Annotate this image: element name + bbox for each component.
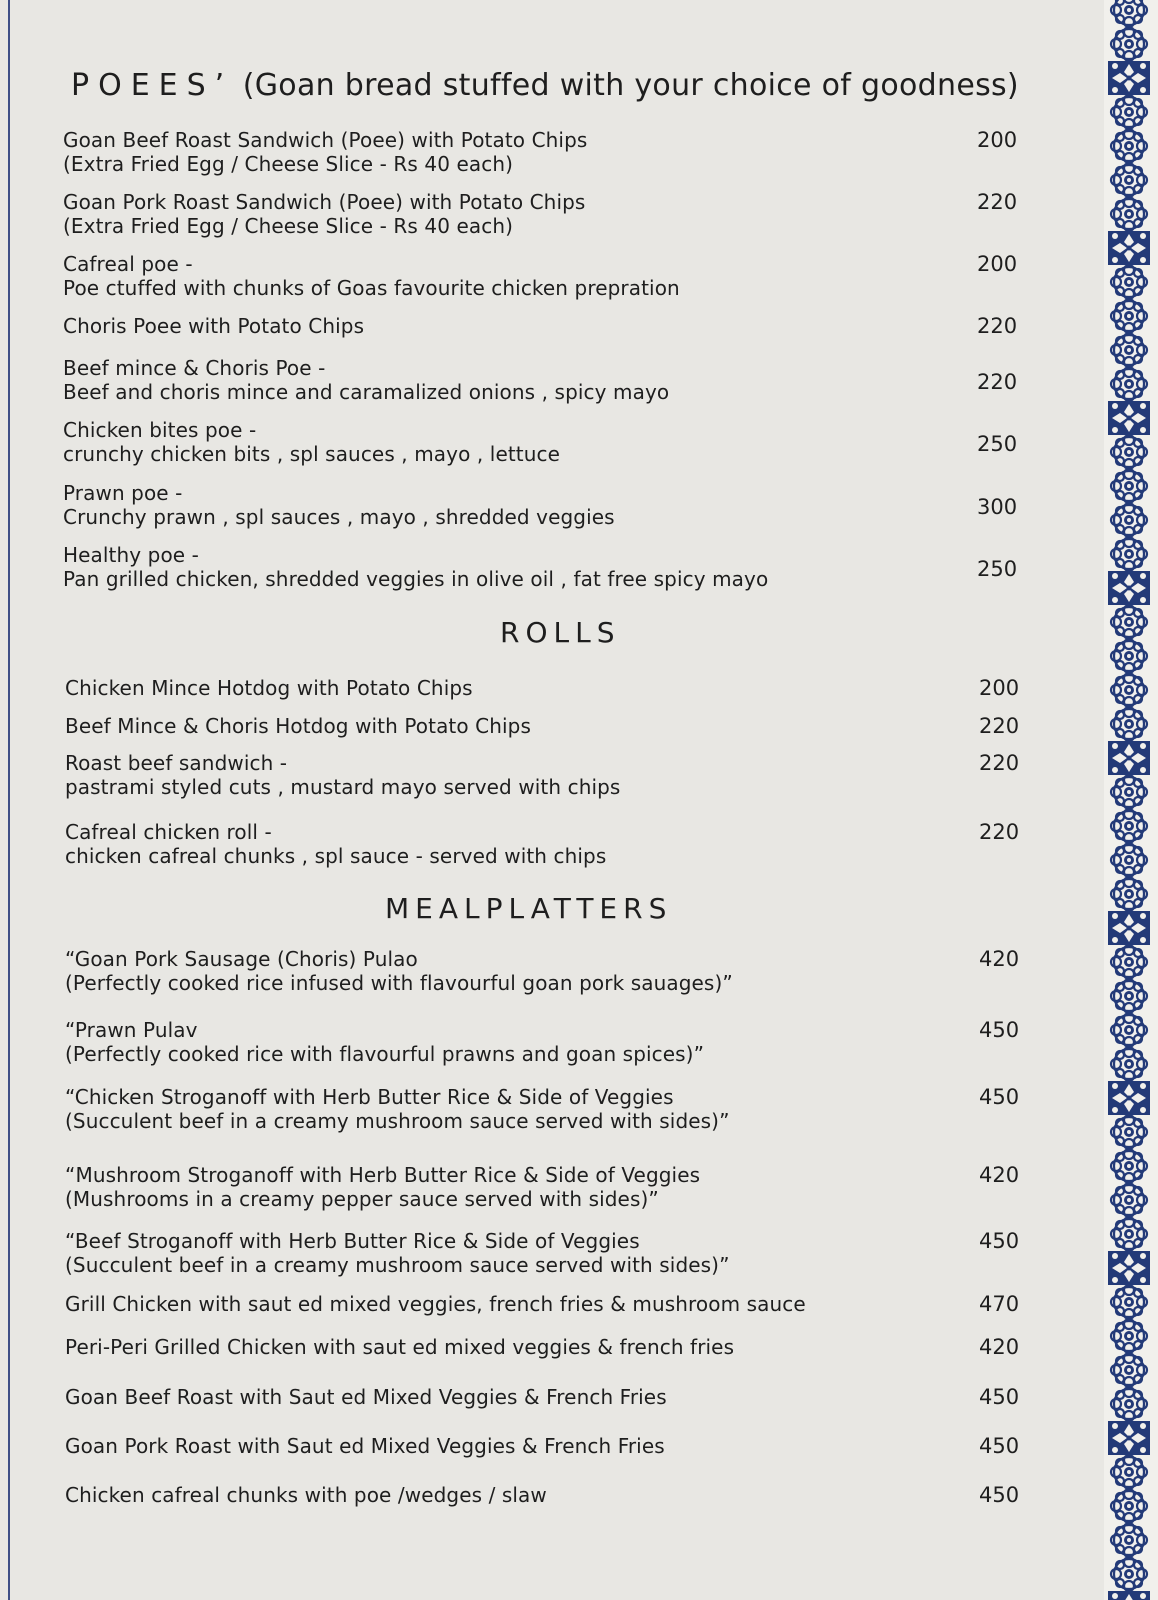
- azulejo-flower-tile-icon: [1106, 366, 1152, 402]
- azulejo-flower-tile-icon: [1106, 1386, 1152, 1422]
- azulejo-cross-tile-icon: [1106, 1250, 1152, 1286]
- menu-item-price: 300: [977, 495, 1018, 519]
- menu-item-name: Roast beef sandwich -: [65, 751, 288, 775]
- menu-item-name: Prawn poe -: [63, 481, 183, 505]
- menu-item: [65, 1085, 1045, 1133]
- menu-item: [65, 1229, 1045, 1277]
- menu-item: [65, 1335, 1045, 1359]
- menu-item-description: (Mushrooms in a creamy pepper sauce served with sides)”: [65, 1187, 659, 1211]
- menu-item-price: 220: [979, 820, 1020, 844]
- menu-item-price: 200: [977, 252, 1018, 276]
- menu-item: [65, 1018, 1045, 1066]
- menu-item-description: (Extra Fried Egg / Cheese Slice - Rs 40 each): [63, 214, 514, 238]
- azulejo-flower-tile-icon: [1106, 196, 1152, 232]
- azulejo-flower-tile-icon: [1106, 1182, 1152, 1218]
- azulejo-flower-tile-icon: [1106, 1556, 1152, 1592]
- menu-item-price: 420: [979, 947, 1020, 971]
- azulejo-flower-tile-icon: [1106, 298, 1152, 334]
- menu-item-description: Beef and choris mince and caramalized onions , spicy mayo: [63, 380, 670, 404]
- azulejo-flower-tile-icon: [1106, 1454, 1152, 1490]
- menu-item-description: (Perfectly cooked rice infused with flavourful goan pork sauages)”: [65, 971, 733, 995]
- menu-item-description: (Perfectly cooked rice with flavourful prawns and goan spices)”: [65, 1042, 705, 1066]
- azulejo-flower-tile-icon: [1106, 876, 1152, 912]
- menu-item-price: 470: [979, 1292, 1020, 1316]
- azulejo-flower-tile-icon: [1106, 774, 1152, 810]
- menu-item-name: Chicken bites poe -: [63, 418, 257, 442]
- menu-item: [63, 356, 1043, 404]
- menu-item-name: Goan Pork Roast Sandwich (Poee) with Potato Chips: [63, 190, 586, 214]
- poees-heading-subtitle: (Goan bread stuffed with your choice of goodness): [242, 68, 1019, 103]
- azulejo-cross-tile-icon: [1106, 230, 1152, 266]
- menu-item-price: 450: [979, 1434, 1020, 1458]
- azulejo-flower-tile-icon: [1106, 944, 1152, 980]
- azulejo-tile-border: [1104, 0, 1158, 1600]
- menu-item: [65, 947, 1045, 995]
- menu-item-price: 420: [979, 1163, 1020, 1187]
- menu-item-name: Healthy poe -: [63, 543, 199, 567]
- azulejo-flower-tile-icon: [1106, 434, 1152, 470]
- azulejo-cross-tile-icon: [1106, 740, 1152, 776]
- azulejo-flower-tile-icon: [1106, 1318, 1152, 1354]
- menu-item-name: Choris Poee with Potato Chips: [63, 314, 365, 338]
- azulejo-flower-tile-icon: [1106, 1216, 1152, 1252]
- menu-item-description: Poe ctuffed with chunks of Goas favourite chicken prepration: [63, 276, 680, 300]
- menu-item-price: 200: [979, 676, 1020, 700]
- azulejo-flower-tile-icon: [1106, 706, 1152, 742]
- menu-item-description: Pan grilled chicken, shredded veggies in olive oil , fat free spicy mayo: [63, 567, 769, 591]
- menu-item-description: (Succulent beef in a creamy mushroom sauce served with sides)”: [65, 1109, 730, 1133]
- menu-item: [65, 820, 1045, 868]
- azulejo-cross-tile-icon: [1106, 1590, 1152, 1600]
- azulejo-flower-tile-icon: [1106, 502, 1152, 538]
- azulejo-cross-tile-icon: [1106, 570, 1152, 606]
- azulejo-cross-tile-icon: [1106, 910, 1152, 946]
- menu-item-price: 450: [979, 1018, 1020, 1042]
- azulejo-flower-tile-icon: [1106, 672, 1152, 708]
- menu-item-price: 250: [977, 432, 1018, 456]
- menu-item-price: 200: [977, 128, 1018, 152]
- azulejo-flower-tile-icon: [1106, 1012, 1152, 1048]
- menu-item-name: “Beef Stroganoff with Herb Butter Rice & Side of Veggies: [65, 1229, 640, 1253]
- azulejo-cross-tile-icon: [1106, 1080, 1152, 1116]
- menu-item: [63, 418, 1043, 466]
- azulejo-flower-tile-icon: [1106, 128, 1152, 164]
- poees-heading: [71, 68, 1019, 103]
- rolls-heading: ROLLS: [500, 616, 621, 649]
- azulejo-flower-tile-icon: [1106, 1488, 1152, 1524]
- menu-item: [65, 1434, 1045, 1458]
- azulejo-flower-tile-icon: [1106, 1046, 1152, 1082]
- menu-item: [65, 751, 1045, 799]
- menu-item-name: Peri-Peri Grilled Chicken with saut ed mixed veggies & french fries: [65, 1335, 735, 1359]
- menu-item: [63, 190, 1043, 238]
- azulejo-flower-tile-icon: [1106, 978, 1152, 1014]
- menu-item-description: Crunchy prawn , spl sauces , mayo , shredded veggies: [63, 505, 615, 529]
- menu-item-name: Cafreal chicken roll -: [65, 820, 272, 844]
- menu-item-name: “Chicken Stroganoff with Herb Butter Rice & Side of Veggies: [65, 1085, 674, 1109]
- azulejo-flower-tile-icon: [1106, 1522, 1152, 1558]
- azulejo-flower-tile-icon: [1106, 468, 1152, 504]
- menu-item-price: 450: [979, 1385, 1020, 1409]
- menu-item-description: (Extra Fried Egg / Cheese Slice - Rs 40 each): [63, 152, 514, 176]
- menu-item-price: 250: [977, 557, 1018, 581]
- azulejo-flower-tile-icon: [1106, 1114, 1152, 1150]
- menu-item: [63, 314, 1043, 338]
- menu-item-name: “Mushroom Stroganoff with Herb Butter Rice & Side of Veggies: [65, 1163, 701, 1187]
- menu-item-price: 450: [979, 1085, 1020, 1109]
- mealplatters-heading: MEALPLATTERS: [385, 892, 673, 925]
- menu-item-name: “Goan Pork Sausage (Choris) Pulao: [65, 947, 418, 971]
- menu-item: [65, 1292, 1045, 1316]
- azulejo-flower-tile-icon: [1106, 638, 1152, 674]
- menu-item-price: 450: [979, 1229, 1020, 1253]
- menu-item-name: Chicken cafreal chunks with poe /wedges / slaw: [65, 1483, 547, 1507]
- azulejo-flower-tile-icon: [1106, 332, 1152, 368]
- menu-item: [63, 252, 1043, 300]
- menu-item-name: Goan Pork Roast with Saut ed Mixed Veggies & French Fries: [65, 1434, 665, 1458]
- azulejo-flower-tile-icon: [1106, 94, 1152, 130]
- poees-heading-title: POEES’: [71, 68, 234, 103]
- azulejo-flower-tile-icon: [1106, 842, 1152, 878]
- menu-item-price: 220: [979, 751, 1020, 775]
- menu-item-description: (Succulent beef in a creamy mushroom sauce served with sides)”: [65, 1253, 730, 1277]
- azulejo-cross-tile-icon: [1106, 60, 1152, 96]
- menu-item: [63, 481, 1043, 529]
- menu-item-name: Beef mince & Choris Poe -: [63, 356, 326, 380]
- azulejo-flower-tile-icon: [1106, 1148, 1152, 1184]
- azulejo-flower-tile-icon: [1106, 26, 1152, 62]
- menu-item-name: “Prawn Pulav: [65, 1018, 198, 1042]
- menu-item: [65, 1385, 1045, 1409]
- menu-item-price: 220: [977, 370, 1018, 394]
- menu-item: [65, 676, 1045, 700]
- menu-item-name: Goan Beef Roast Sandwich (Poee) with Potato Chips: [63, 128, 588, 152]
- left-border-rule: [8, 0, 10, 1600]
- menu-item: [63, 543, 1043, 591]
- azulejo-flower-tile-icon: [1106, 808, 1152, 844]
- menu-item-name: Cafreal poe -: [63, 252, 193, 276]
- menu-item-description: crunchy chicken bits , spl sauces , mayo , lettuce: [63, 442, 561, 466]
- menu-item: [63, 128, 1043, 176]
- azulejo-flower-tile-icon: [1106, 0, 1152, 28]
- azulejo-flower-tile-icon: [1106, 604, 1152, 640]
- azulejo-cross-tile-icon: [1106, 1420, 1152, 1456]
- menu-item-description: chicken cafreal chunks , spl sauce - served with chips: [65, 844, 607, 868]
- menu-item-name: Beef Mince & Choris Hotdog with Potato Chips: [65, 714, 531, 738]
- menu-item-name: Chicken Mince Hotdog with Potato Chips: [65, 676, 473, 700]
- menu-item-price: 220: [979, 714, 1020, 738]
- menu-item-price: 450: [979, 1483, 1020, 1507]
- azulejo-flower-tile-icon: [1106, 264, 1152, 300]
- menu-item: [65, 1163, 1045, 1211]
- menu-item-name: Goan Beef Roast with Saut ed Mixed Veggies & French Fries: [65, 1385, 667, 1409]
- menu-item-price: 220: [977, 314, 1018, 338]
- menu-item-description: pastrami styled cuts , mustard mayo served with chips: [65, 775, 621, 799]
- azulejo-flower-tile-icon: [1106, 1284, 1152, 1320]
- menu-item: [65, 714, 1045, 738]
- menu-item-price: 420: [979, 1335, 1020, 1359]
- azulejo-cross-tile-icon: [1106, 400, 1152, 436]
- menu-item-price: 220: [977, 190, 1018, 214]
- menu-item: [65, 1483, 1045, 1507]
- azulejo-flower-tile-icon: [1106, 162, 1152, 198]
- menu-item-name: Grill Chicken with saut ed mixed veggies, french fries & mushroom sauce: [65, 1292, 806, 1316]
- azulejo-flower-tile-icon: [1106, 1352, 1152, 1388]
- azulejo-flower-tile-icon: [1106, 536, 1152, 572]
